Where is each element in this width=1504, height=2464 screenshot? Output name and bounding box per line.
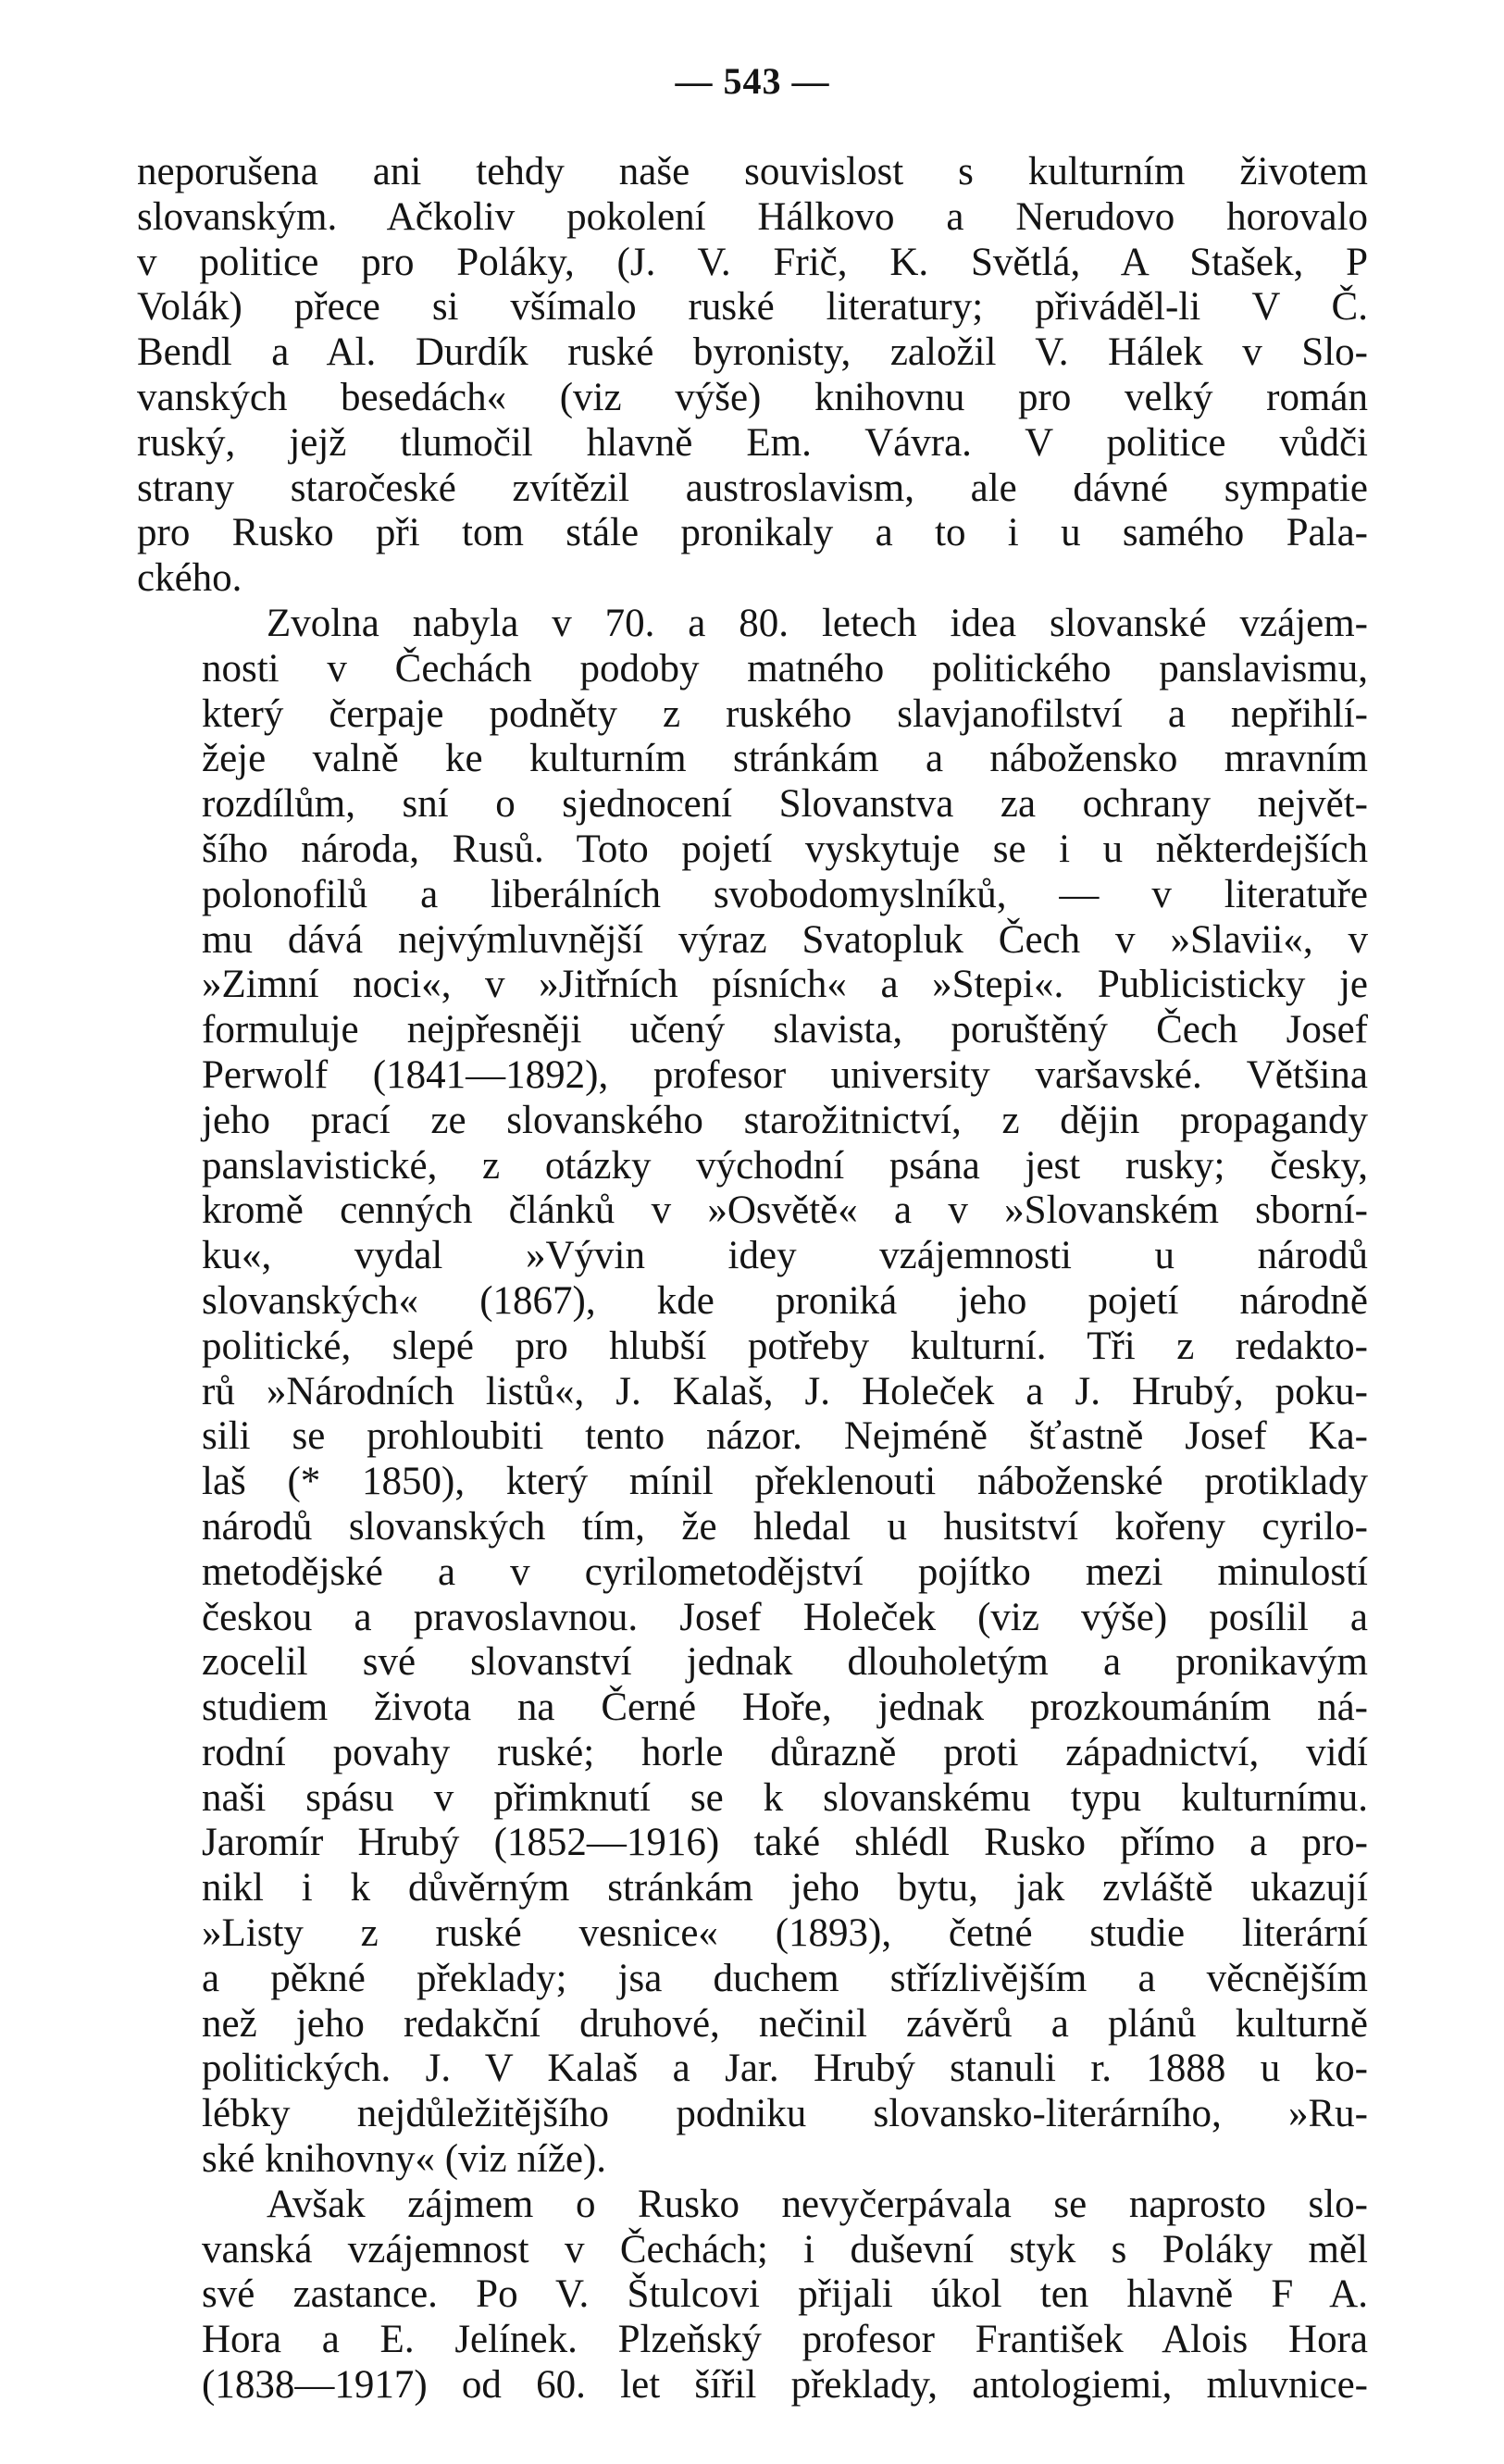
text-line: ruský, jejž tlumočil hlavně Em. Vávra. V politice vůdči	[137, 420, 1368, 465]
text-line: českou a pravoslavnou. Josef Holeček (viz výše) posílil a	[202, 1595, 1368, 1639]
text-line: laš (* 1850), který mínil překlenouti náboženské protiklady	[202, 1460, 1368, 1504]
text-line: sili se prohloubiti tento názor. Nejméně šťastně Josef Ka-	[202, 1414, 1368, 1459]
text-line: žeje valně ke kulturním stránkám a nábožensko mravním	[202, 737, 1368, 781]
text-line: Perwolf (1841—1892), profesor university varšavské. Většina	[202, 1052, 1368, 1097]
text-line: který čerpaje podněty z ruského slavjanofilství a nepřihlí-	[202, 691, 1368, 736]
text-line: studiem života na Černé Hoře, jednak prozkoumáním ná-	[202, 1686, 1368, 1730]
page	[137, 56, 1368, 2408]
text-line: jeho prací ze slovanského starožitnictví, z dějin propagandy	[202, 1098, 1368, 1142]
text-line: než jeho redakční druhové, nečinil závěrů a plánů kulturně	[202, 2001, 1368, 2046]
text-line: slovanských« (1867), kde proniká jeho pojetí národně	[202, 1278, 1368, 1323]
text-line: lébky nejdůležitějšího podniku slovansko-literárního, »Ru-	[202, 2092, 1368, 2136]
text-line: vanských besedách« (viz výše) knihovnu pro velký román	[137, 375, 1368, 419]
text-line: ku«, vydal »Vývin idey vzájemnosti u národů	[202, 1234, 1368, 1278]
text-line: metodějské a v cyrilometodějství pojítko mezi minulostí	[202, 1549, 1368, 1594]
text-line: rodní povahy ruské; horle důrazně proti západnictví, vidí	[202, 1730, 1368, 1774]
text-line: panslavistické, z otázky východní psána jest rusky; česky,	[202, 1143, 1368, 1188]
text-line: rozdílům, sní o sjednocení Slovanstva za ochrany největ-	[202, 782, 1368, 827]
text-line: (1838—1917) od 60. let šířil překlady, antologiemi, mluvnice-	[202, 2363, 1368, 2408]
text-line: slovanským. Ačkoliv pokolení Hálkovo a Nerudovo horovalo	[137, 194, 1368, 239]
text-line: politické, slepé pro hlubší potřeby kulturní. Tři z redakto-	[202, 1324, 1368, 1368]
text-line: a pěkné překlady; jsa duchem střízlivějším a věcnějším	[202, 1956, 1368, 2000]
text-line: polonofilů a liberálních svobodomyslníků, — v literatuře	[202, 872, 1368, 916]
text-line: »Listy z ruské vesnice« (1893), četné studie literární	[202, 1911, 1368, 1956]
text-line: rů »Národních listů«, J. Kalaš, J. Holeček a J. Hrubý, poku-	[202, 1369, 1368, 1413]
page-number: — 543 —	[675, 60, 830, 102]
paragraph-3	[137, 2183, 1368, 2408]
text-line: Zvolna nabyla v 70. a 80. letech idea slovanské vzájem-	[267, 601, 1368, 645]
text-line: ckého.	[137, 556, 242, 601]
text-line: Bendl a Al. Durdík ruské byronisty, založil V. Hálek v Slo-	[137, 330, 1368, 375]
text-line: mu dává nejvýmluvnější výraz Svatopluk Čech v »Slavii«, v	[202, 917, 1368, 962]
text-line: nosti v Čechách podoby matného politického panslavismu,	[202, 646, 1368, 691]
text-line: Jaromír Hrubý (1852—1916) také shlédl Rusko přímo a pro-	[202, 1821, 1368, 1865]
text-line: nikl i k důvěrným stránkám jeho bytu, jak zvláště ukazují	[202, 1866, 1368, 1910]
text-line: ské knihovny« (viz níže).	[202, 2137, 607, 2182]
text-line: strany staročeské zvítězil austroslavism, ale dávné sympatie	[137, 466, 1368, 510]
text-line: Hora a E. Jelínek. Plzeňský profesor František Alois Hora	[202, 2318, 1368, 2362]
text-line: politických. J. V Kalaš a Jar. Hrubý stanuli r. 1888 u ko-	[202, 2047, 1368, 2091]
text-line: pro Rusko při tom stále pronikaly a to i u samého Pala-	[137, 511, 1368, 555]
text-line: šího národa, Rusů. Toto pojetí vyskytuje se i u některdejších	[202, 827, 1368, 871]
text-line: Volák) přece si všímalo ruské literatury; přiváděl-li V Č.	[137, 285, 1368, 330]
text-line: kromě cenných článků v »Osvětě« a v »Slovanském sborní-	[202, 1188, 1368, 1233]
text-line: národů slovanských tím, že hledal u husitství kořeny cyrilo-	[202, 1504, 1368, 1549]
paragraph-1	[137, 150, 1368, 602]
text-line: své zastance. Po V. Štulcovi přijali úkol ten hlavně F A.	[202, 2272, 1368, 2317]
text-line: Avšak zájmem o Rusko nevyčerpávala se naprosto slo-	[267, 2182, 1368, 2226]
text-line: v politice pro Poláky, (J. V. Frič, K. Světlá, A Stašek, P	[137, 240, 1368, 284]
text-line: naši spásu v přimknutí se k slovanskému typu kulturnímu.	[202, 1775, 1368, 1820]
text-line: zocelil své slovanství jednak dlouholetým a pronikavým	[202, 1640, 1368, 1685]
text-line: neporušena ani tehdy naše souvislost s kulturním životem	[137, 150, 1368, 193]
text-line: vanská vzájemnost v Čechách; i duševní styk s Poláky měl	[202, 2227, 1368, 2271]
text-line: »Zimní noci«, v »Jitřních písních« a »Stepi«. Publicisticky je	[202, 963, 1368, 1007]
text-line: formuluje nejpřesněji učený slavista, poruštěný Čech Josef	[202, 1008, 1368, 1052]
paragraph-2	[137, 602, 1368, 2183]
